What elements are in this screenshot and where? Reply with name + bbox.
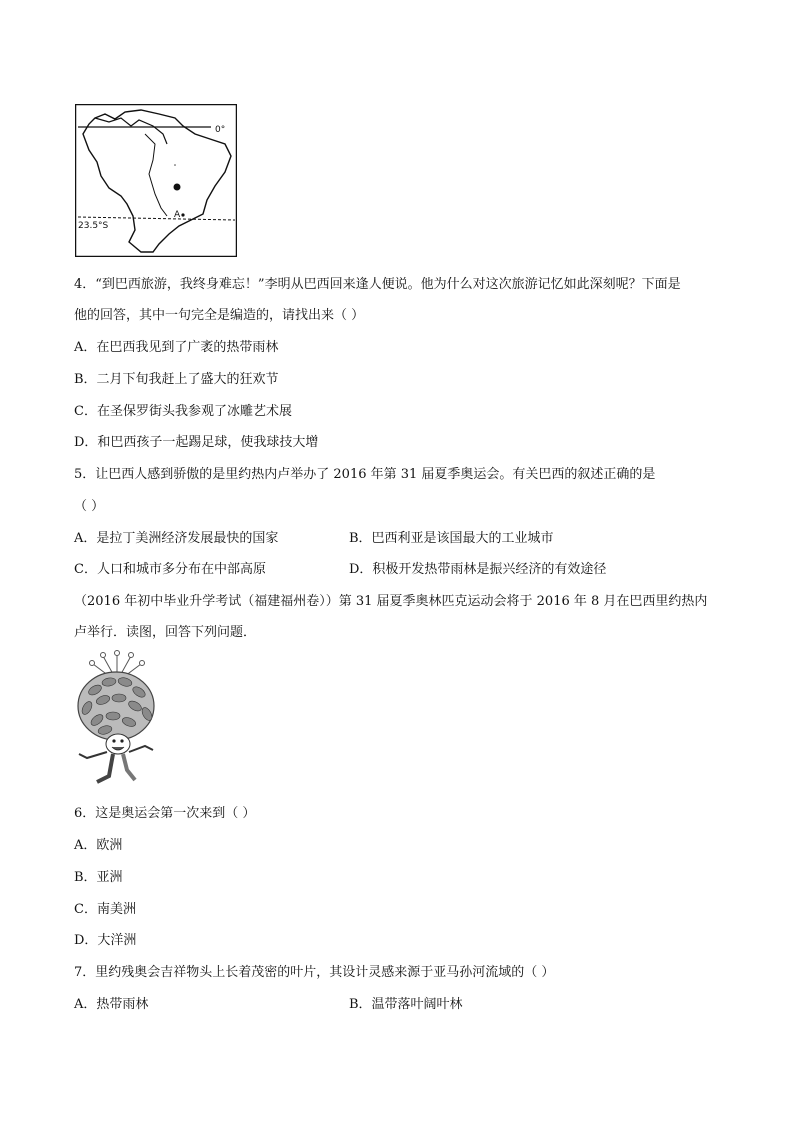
q6-option-c: C．南美洲 (74, 902, 136, 917)
intro-line2: 卢举行．读图，回答下列问题． (74, 625, 257, 640)
q7-option-b: B．温带落叶阔叶林 (349, 997, 463, 1012)
q5-option-c: C．人口和城市多分布在中部高原 (74, 562, 266, 577)
q5-stem-line2: （ ） (74, 499, 105, 514)
q6-option-d: D．大洋洲 (74, 933, 137, 948)
q5-option-d: D．积极开发热带雨林是振兴经济的有效途径 (349, 562, 607, 577)
q4-stem-line2: 他的回答，其中一句完全是编造的，请找出来（ ） (74, 308, 365, 323)
q6-option-a: A．欧洲 (74, 838, 123, 853)
mascot-illustration (73, 650, 159, 790)
q5-option-a: A．是拉丁美洲经济发展最快的国家 (74, 531, 279, 546)
tropic-label: 23.5°S (78, 221, 109, 231)
q7-option-a: A．热带雨林 (74, 997, 149, 1012)
q6-stem: 6．这是奥运会第一次来到（ ） (74, 806, 256, 821)
q4-option-c: C．在圣保罗街头我参观了冰雕艺术展 (74, 404, 292, 419)
brazil-map (75, 104, 237, 257)
q4-option-d: D．和巴西孩子一起踢足球，使我球技大增 (74, 435, 319, 450)
q5-option-b: B．巴西利亚是该国最大的工业城市 (349, 531, 554, 546)
equator-label: 0° (215, 125, 226, 135)
point-a-label: A (174, 210, 181, 220)
intro-line1: （2016 年初中毕业升学考试（福建福州卷））第 31 届夏季奥林匹克运动会将于 2016 年 8 月在巴西里约热内 (74, 594, 708, 609)
q4-option-a: A．在巴西我见到了广袤的热带雨林 (74, 340, 279, 355)
q4-stem-line1: 4．“到巴西旅游，我终身难忘！”李明从巴西回来逢人便说。他为什么对这次旅游记忆如此深刻呢？下面是 (74, 277, 681, 292)
q6-option-b: B．亚洲 (74, 870, 123, 885)
q7-stem: 7．里约残奥会吉祥物头上长着茂密的叶片，其设计灵感来源于亚马孙河流域的（ ） (74, 965, 555, 980)
q4-option-b: B．二月下旬我赶上了盛大的狂欢节 (74, 372, 279, 387)
q5-stem-line1: 5．让巴西人感到骄傲的是里约热内卢举办了 2016 年第 31 届夏季奥运会。有关巴西的叙述正确的是 (74, 467, 656, 482)
